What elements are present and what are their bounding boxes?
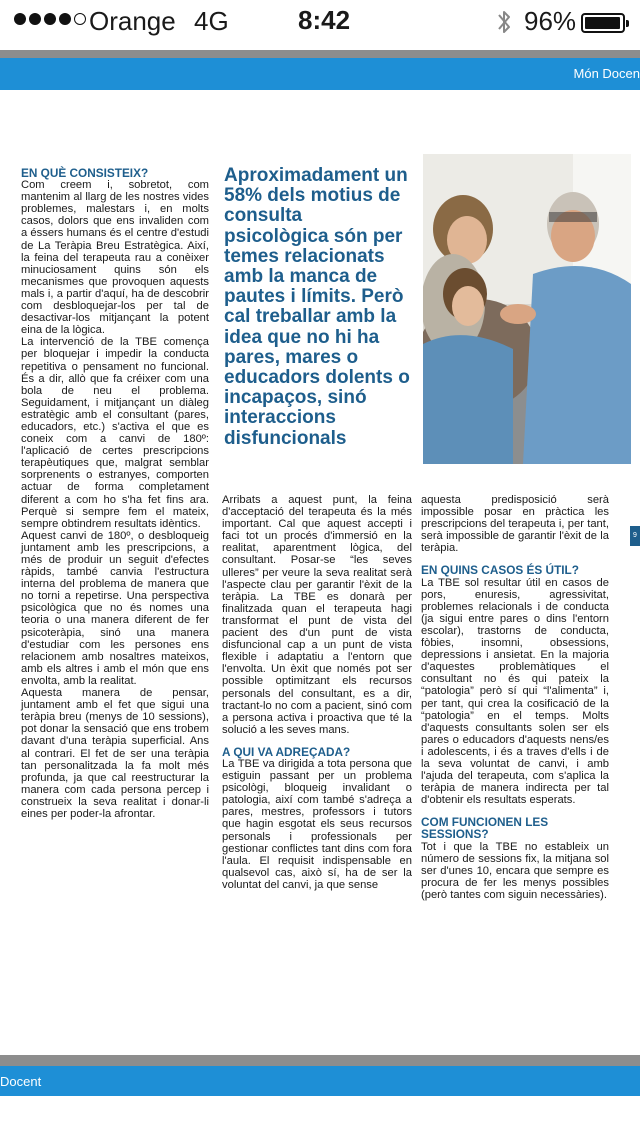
article-paragraph: Aquesta manera de pensar, juntament amb el fet que sigui una teràpia breu (menys de 10 sessions), pot donar la sensació que ens trobem davant d'una teràpia superficial. Ans al contrari. El fet de ser una teràpia tan personalitzada la fa molt més profunda, ja que cal reestructurar la manera com cada persona percep i construeix la seva realitat i donar-li eines per poder-la afrontar.: [21, 687, 209, 820]
signal-dot: [44, 13, 56, 25]
section-heading: EN QUINS CASOS ÉS ÚTIL?: [421, 563, 579, 578]
magazine-header-label: Món Docen: [573, 66, 640, 81]
battery-icon: [581, 13, 625, 33]
article-paragraph: La intervenció de la TBE comença per bloquejar i impedir la conducta repetitiva o pensament no funcional. És a dir, allò que fa créixer com una bola de neu el problema. Seguidament, i mitjançant un diàleg estratègic amb el consultant (pares, educadors, etc.) s'activa el que es coneix com a canvi de 180º: l'aplicació de certes prescripcions terapèutiques que, malgrat semblar sorprenents o estranyes, comporten actuar de forma completament diferent a com ho s'ha fet fins ara. Perquè si sempre fem el mateix, sempre obtindrem resultats idèntics.: [21, 336, 209, 530]
signal-dot: [74, 13, 86, 25]
signal-dot: [29, 13, 41, 25]
bottom-divider: [0, 1055, 640, 1066]
magazine-footer-label: Docent: [0, 1074, 42, 1089]
signal-strength-icon: [14, 13, 86, 25]
article-paragraph: Arribats a aquest punt, la feina d'acceptació del terapeuta és la més important. Cal que aquest accepti i faci tot un procés d'immersió en la realitat, aparentment lògica, del consultant. Posar-se “les seves ulleres” per veure la seva realitat serà l'aspecte clau per garantir l'èxit de la teràpia. La TBE es donarà per finalitzada quan el terapeuta hagi transformat el punt de vista del pacient des d'un punt de vista disfuncional cap a un punt de vista flexible i adaptatiu a l'entorn que l'envolta. Un èxit que només pot ser possible optimitzant els recursos personals del consultant, es a dir, tractant-lo no com a pacient, sinó com a persona activa i proactiva que té la solució a les seves mans.: [222, 494, 412, 736]
battery-percentage: 96%: [524, 6, 577, 36]
top-divider: [0, 50, 640, 58]
magazine-footer-bar: [0, 1066, 640, 1096]
bluetooth-icon: [495, 7, 513, 37]
family-therapy-photo: [423, 154, 631, 464]
article-column-1: [21, 167, 209, 820]
battery-fill: [585, 17, 620, 29]
pull-quote: Aproximadament un 58% dels motius de consulta psicològica són per temes relacionats amb la manca de pautes i límits. Però cal treballar amb la idea que no hi ha pares, mares o educadors dolents o incapaços, sinó interaccions disfuncionals: [224, 165, 410, 449]
section-heading: EN QUÈ CONSISTEIX?: [21, 166, 149, 180]
section-heading: COM FUNCIONEN LES SESSIONS?: [421, 815, 549, 842]
magazine-header-bar: [0, 58, 640, 90]
network-type: 4G: [194, 6, 229, 36]
status-bar: [0, 0, 640, 44]
status-time: 8:42: [298, 5, 351, 35]
page-number-tab: 9: [630, 526, 640, 546]
article-paragraph: Com creem i, sobretot, com mantenim al llarg de les nostres vides problemes, malestars i, en molts casos, dolors que ens invaliden com a éssers humans és el centre d'estudi de La Teràpia Breu Estratègica. Així, la feina del terapeuta rau a conèixer minuciosament quins són els mecanismes que provoquen aquests mals i, a partir d'aquí, ha de descobrir com desbloquejar-los per tal de desactivar-los mitjançant la potent eina de la lògica.: [21, 179, 209, 337]
carrier-name: Orange: [89, 6, 176, 36]
article-paragraph: La TBE va dirigida a tota persona que estiguin passant per un problema psicològi, bloqueig invalidant o patologia, així com també s'adreça a pares, mestres, professors i tutors que hagin esgotat els seus recursos personals i professionals per gestionar conflictes tant dins com fora l'aula. El requisit indispensable en qualsevol cas, això sí, ha de ser la voluntat del canvi, ja que sense: [222, 757, 412, 891]
article-paragraph: aquesta predisposició serà impossible posar en pràctica les prescripcions del terapeuta i, per tant, serà impossible de garantir l'èxit de la teràpia.: [421, 494, 609, 555]
article-column-2: [222, 494, 412, 891]
battery-nub: [626, 20, 629, 27]
section-heading: A QUI VA ADREÇADA?: [222, 744, 351, 759]
article-paragraph: Aquest canvi de 180º, o desbloqueig juntament amb les prescripcions, a més de produir un seguit d'efectes ràpids, també canvia l'estructura interna del problema de manera que no torni a repetirse. Una perspectiva psicològica que no és nomes una teoria o una manera diferent de fer psicoteràpia, sinó una manera d'estudiar com les persones ens relacionem amb nosaltres mateixos, amb els altres i amb el món que ens envolta, amb la realitat.: [21, 529, 209, 687]
article-paragraph: La TBE sol resultar útil en casos de pors, enuresis, agressivitat, problemes relacionals i de conducta (ja sigui entre pares o dins l'entorn escolar), trastorns de conducta, fòbies, insomni, obsessions, depressions i ansietat. En la majoria d'aquestes problemàtiques el consultant no és qui pateix la “patologia” però sí qui “l'alimenta” i, per tant, qui crea la cosificació de la “patologia” en el temps. Molts d'aquests consultants solen ser els pares o educadors d'aquests nens/es i adolescents, i és a traves d'ells i de la seva voluntat de canvi, i amb l'ajuda del terapeuta, com s'aplica la teràpia de manera indirecta per tal d'obtenir els resultats esperats.: [421, 576, 609, 807]
signal-dot: [59, 13, 71, 25]
article-paragraph: Tot i que la TBE no estableix un número de sessions fix, la mitjana sol ser d'unes 10, encara que sempre es procura de fer les menys possibles (però tantes com siguin necessàries).: [421, 840, 609, 901]
signal-dot: [14, 13, 26, 25]
article-column-3: [421, 494, 609, 901]
